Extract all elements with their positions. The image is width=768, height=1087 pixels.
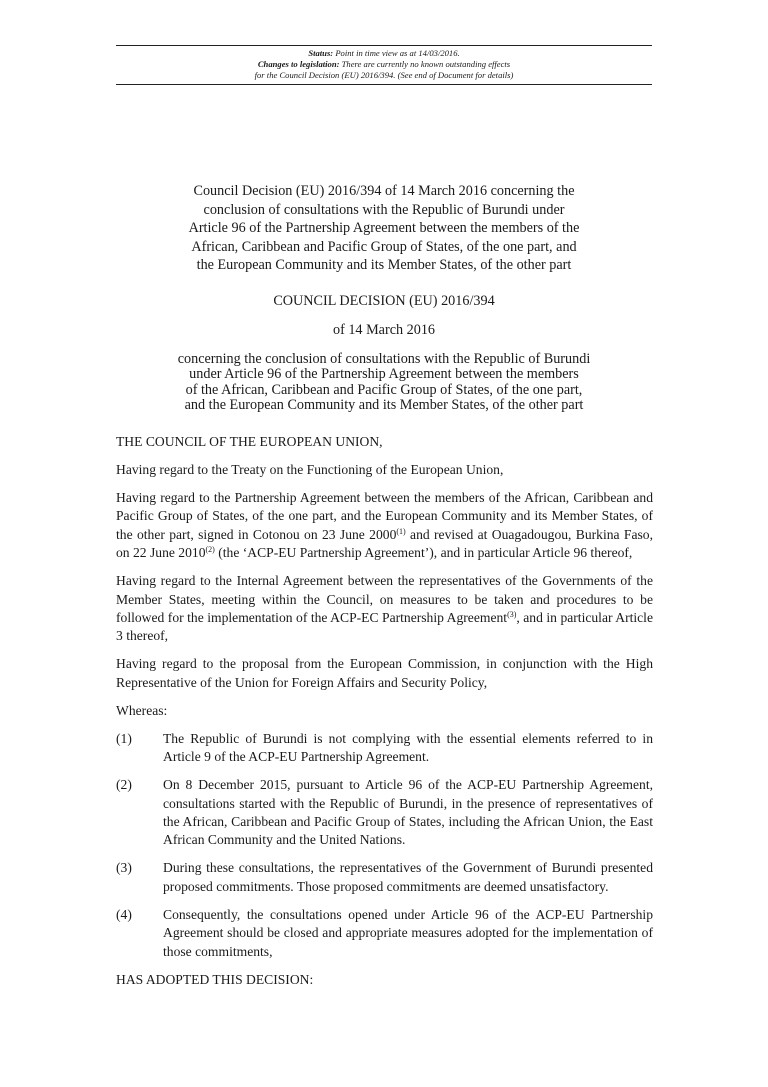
footnote-ref-2[interactable]: (2) xyxy=(205,545,215,555)
regard-internal-agreement: Having regard to the Internal Agreement between the representatives of the Governments of the Member States, meeting within the Council, on measures to be taken and procedures to be followed for the implementation of the ACP-EC Partnership Agreement$^{(3)}$, and in particular Article 3 thereof, xyxy=(116,573,653,644)
regard-treaty: Having regard to the Treaty on the Functioning of the European Union, xyxy=(116,462,504,477)
document-body xyxy=(116,433,653,999)
council-heading: THE COUNCIL OF THE EUROPEAN UNION, xyxy=(116,434,383,449)
changes-line: Changes to legislation: There are currently no known outstanding effects xyxy=(257,59,511,69)
subtitle-line: concerning the conclusion of consultations with the Republic of Burundi xyxy=(177,351,591,367)
status-banner xyxy=(116,45,652,85)
title-line: African, Caribbean and Pacific Group of States, of the one part, and xyxy=(191,238,577,255)
document-title xyxy=(130,182,638,275)
footnote-ref-3[interactable]: (3) xyxy=(507,610,517,620)
recital-number: (4) xyxy=(116,906,132,922)
decision-number: COUNCIL DECISION (EU) 2016/394 xyxy=(273,293,495,309)
regard-proposal: Having regard to the proposal from the European Commission, in conjunction with the High Representative of the Union for Foreign Affairs and Security Policy, xyxy=(116,656,653,690)
title-line: the European Community and its Member States, of the other part xyxy=(196,257,572,274)
regard-partnership: Having regard to the Partnership Agreement between the members of the African, Caribbean and Pacific Group of States, of the one part, and the European Community and its Member States, of the other part, signed in Cotonou on 23 June 2000$^{(1)}$ and revised at Ouagadougou, Burkina Faso, on 22 June 2010$^{(2)}$ (the ‘ACP-EU Partnership Agreement’), and in particular Article 96 thereof, xyxy=(116,490,653,561)
decision-subtitle xyxy=(140,352,628,414)
decision-date: of 14 March 2016 xyxy=(332,322,436,338)
adopted-heading: HAS ADOPTED THIS DECISION: xyxy=(116,971,314,987)
recital-text: Consequently, the consultations opened under Article 96 of the ACP-EU Partnership Agreement should be closed and appropriate measures adopted for the implementation of those commitments, xyxy=(163,906,653,959)
title-line: conclusion of consultations with the Republic of Burundi under xyxy=(203,201,565,218)
recital xyxy=(116,776,653,850)
recital-text: The Republic of Burundi is not complying with the essential elements referred to in Article 9 of the ACP-EU Partnership Agreement. xyxy=(163,730,653,765)
footnote-ref-1[interactable]: (1) xyxy=(396,526,406,536)
title-line: Article 96 of the Partnership Agreement between the members of the xyxy=(188,220,580,237)
recital-number: (1) xyxy=(116,730,132,746)
recital-number: (3) xyxy=(116,860,132,876)
recital-text: On 8 December 2015, pursuant to Article 96 of the ACP-EU Partnership Agreement, consultations started with the Republic of Burundi, in the presence of representatives of the African, Caribbean and Pacific Group of States, including the African Union, the East African Community and the United Nations. xyxy=(163,777,653,848)
recital xyxy=(116,859,653,896)
recital xyxy=(116,906,653,961)
status-line: Status: Point in time view as at 14/03/2016. xyxy=(308,48,460,58)
subtitle-line: under Article 96 of the Partnership Agreement between the members xyxy=(189,366,579,383)
changes-line-2: for the Council Decision (EU) 2016/394. (See end of Document for details) xyxy=(254,70,514,80)
recital-number: (2) xyxy=(116,777,132,793)
recital xyxy=(116,730,653,767)
whereas: Whereas: xyxy=(116,702,168,718)
subtitle-line: and the European Community and its Member States, of the other part xyxy=(184,397,584,414)
title-line: Council Decision (EU) 2016/394 of 14 March 2016 concerning the xyxy=(193,183,575,199)
subtitle-line: of the African, Caribbean and Pacific Group of States, of the one part, xyxy=(185,381,583,398)
recital-text: During these consultations, the representatives of the Government of Burundi presented proposed commitments. Those proposed commitments are deemed unsatisfactory. xyxy=(163,860,653,894)
